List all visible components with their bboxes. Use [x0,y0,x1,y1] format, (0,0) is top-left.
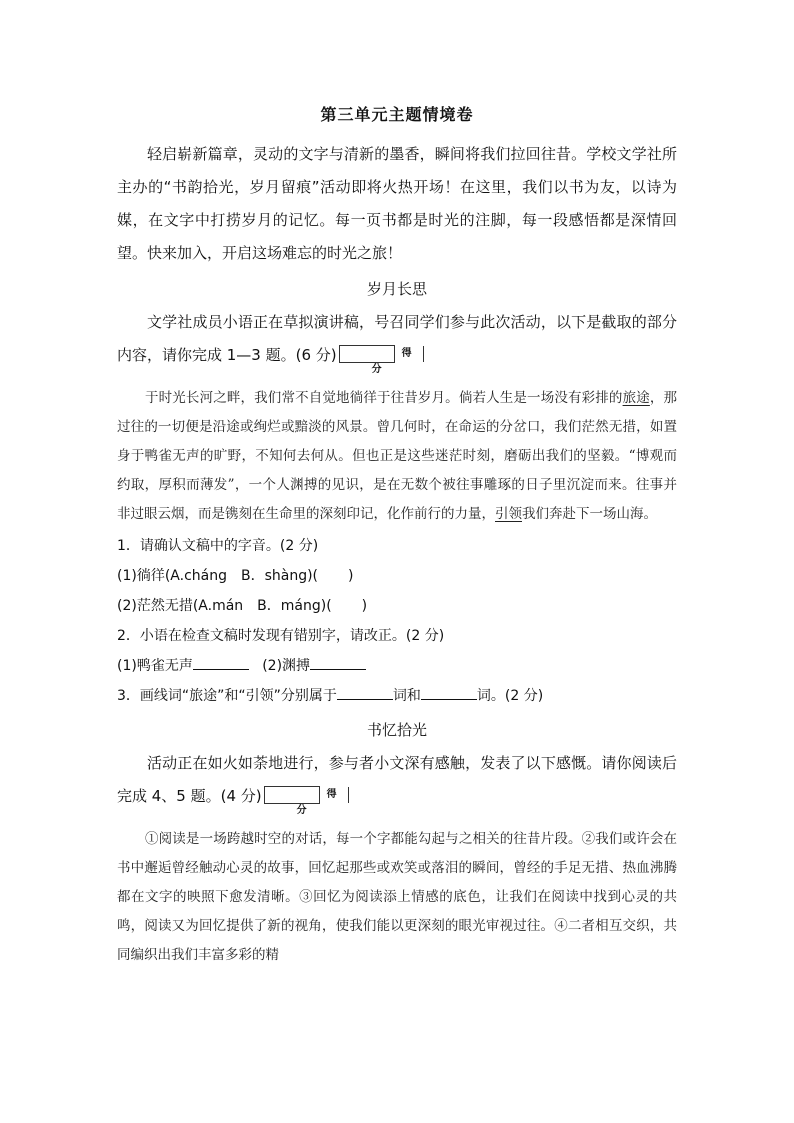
section2-instruction-text: 活动正在如火如荼地进行，参与者小文深有感触，发表了以下感慨。请你阅读后完成 4、5 题。(4 分) [117,754,677,805]
page-content [117,102,677,972]
question-3-text-mid: 词和 [392,688,421,704]
question-2-stem: 2．小语在检查文稿时发现有错别字，请改正。(2 分) [117,628,445,644]
question-2-1-text: (1)鸭雀无声 [117,658,193,674]
question-3-text-post: 词。(2 分) [476,688,544,704]
section1-instruction-text: 文学社成员小语正在草拟演讲稿，号召同学们参与此次活动，以下是截取的部分内容，请你完成 1—3 题。(6 分) [117,313,677,364]
answer-blank-2-1[interactable] [193,653,249,670]
score-label: 得分 [295,787,349,803]
paren-close: ) [348,568,354,584]
page-title: 第三单元主题情境卷 [320,105,474,124]
question-2-answers [117,651,677,681]
underlined-word-lvtu: 旅途 [622,390,650,406]
question-1-2-text: (2)茫然无措(A.mán B．máng)( [117,598,332,614]
passage-text: ，那过往的一切便是沿途或绚烂或黯淡的风景。曾几何时，在命运的分岔口，我们茫然无措，如置身于鸭雀无声的旷野，不知何去何从。但也正是这些迷茫时刻，磨砺出我们的坚毅。“博观而约取，厚积而薄发”，一个人渊搏的见识，是在无数个被往事雕琢的日子里沉淀而来。往事并非过眼云烟，而是镌刻在生命里的深刻印记，化作前行的力量， [117,390,678,522]
intro-paragraph: 轻启崭新篇章，灵动的文字与清新的墨香，瞬间将我们拉回往昔。学校文学社所主办的“书韵拾光，岁月留痕”活动即将火热开场！在这里，我们以书为友，以诗为媒，在文字中打捞岁月的记忆。每一页书都是时光的注脚，每一段感悟都是深情回望。快来加入，开启这场难忘的时光之旅！ [117,145,677,262]
question-1-1-text: (1)徜徉(A.cháng B．shàng)( [117,568,319,584]
section1-passage [117,384,677,529]
paren-close: ) [361,598,368,614]
score-box-1[interactable] [339,345,412,375]
question-3 [117,681,677,711]
passage-text: 于时光长河之畔，我们常不自觉地徜徉于往昔岁月。倘若人生是一场没有彩排的 [145,390,623,406]
answer-blank-3-2[interactable] [421,683,477,700]
underlined-word-yinling: 引领 [495,506,522,522]
section1-instruction [117,306,677,375]
question-1-2 [117,591,677,621]
section-heading-1: 岁月长思 [366,280,427,298]
question-1-stem: 1．请确认文稿中的字音。(2 分) [117,538,319,554]
answer-blank-3-1[interactable] [337,683,393,700]
passage-text: 我们奔赴下一场山海。 [522,506,657,522]
question-1-1 [117,561,677,591]
score-label: 得分 [370,346,424,362]
question-3-text-pre: 3．画线词“旅途”和“引领”分别属于 [117,688,337,704]
answer-blank-2-2[interactable] [310,653,366,670]
question-2-2-text: (2)渊搏 [262,658,311,674]
section2-instruction [117,747,677,816]
section-heading-2: 书忆拾光 [366,721,427,739]
section2-passage: ①阅读是一场跨越时空的对话，每一个字都能勾起与之相关的往昔片段。②我们或许会在书中邂逅曾经触动心灵的故事，回忆起那些或欢笑或落泪的瞬间，曾经的手足无措、热血沸腾都在文字的映照下愈发清晰。③回忆为阅读添上情感的底色，让我们在阅读中找到心灵的共鸣，阅读又为回忆提供了新的视角，使我们能以更深刻的眼光审视过往。④二者相互交织，共同编织出我们丰富多彩的精 [117,831,677,963]
score-box-2[interactable] [264,786,337,816]
